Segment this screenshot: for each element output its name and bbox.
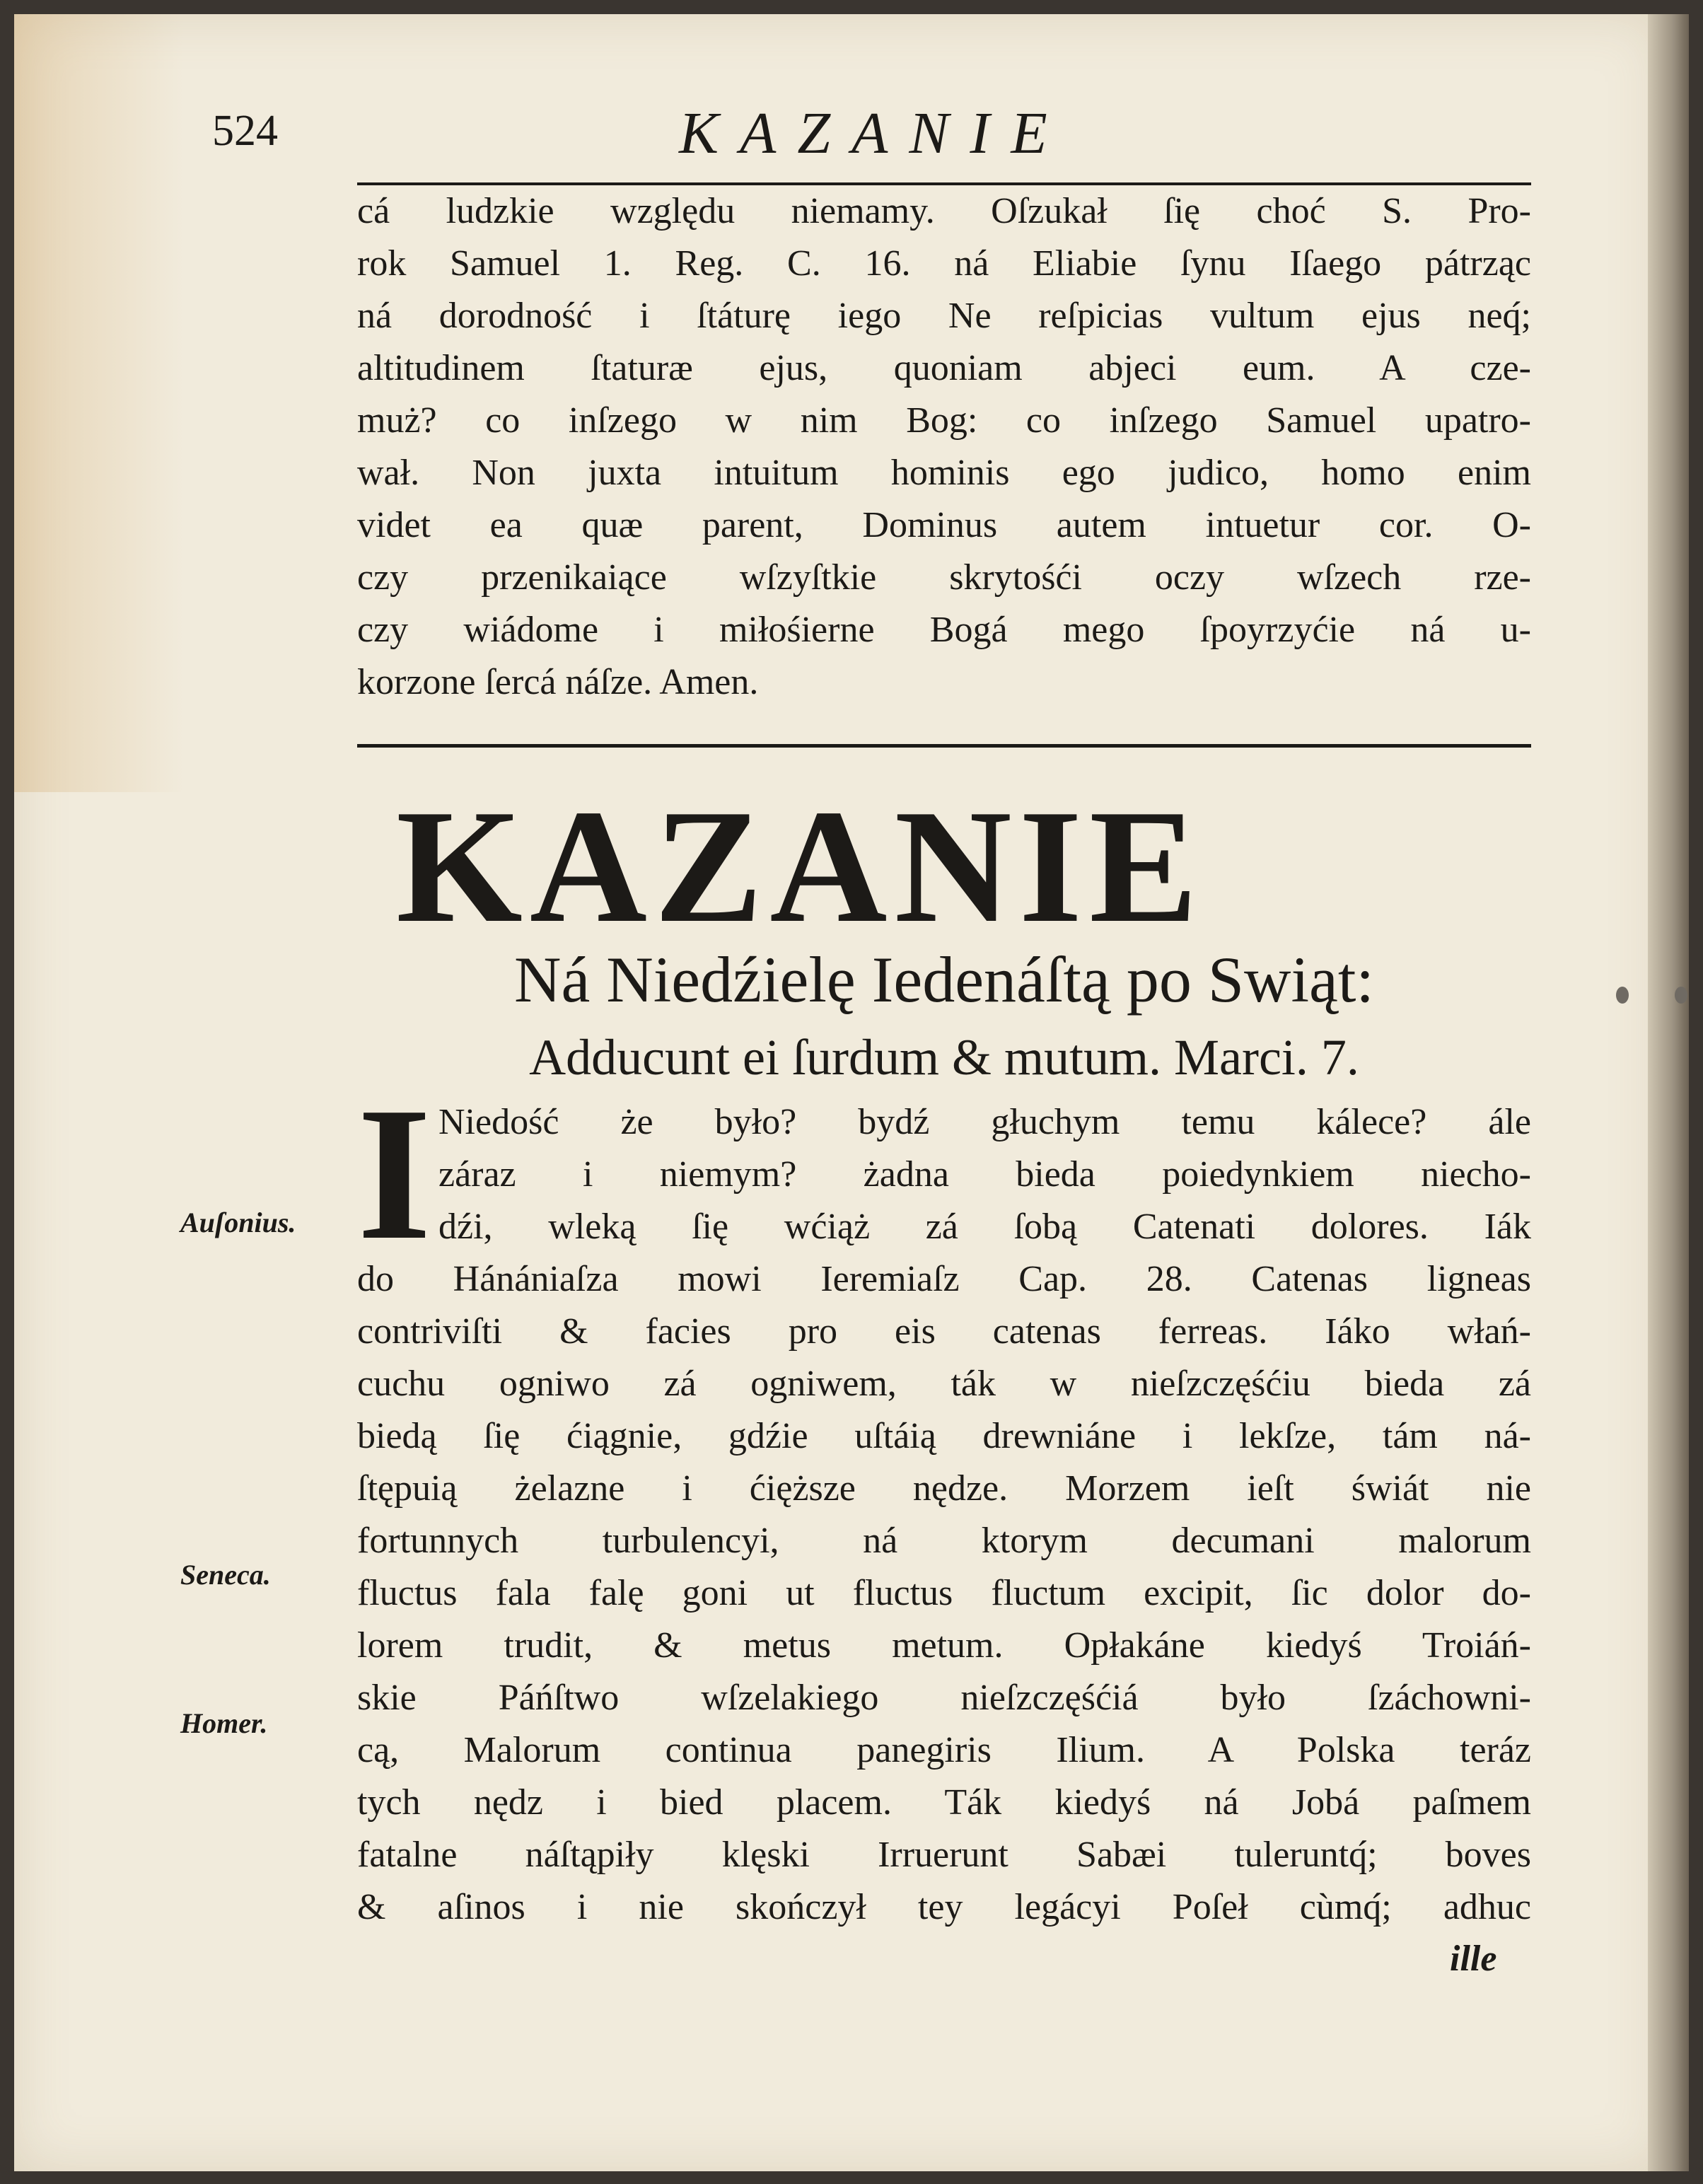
text-line: dźi, wleką ſię wćiąż zá ſobą Catenati dolores. Iák <box>438 1207 1531 1247</box>
text-line: altitudinem ſtaturæ ejus, quoniam abjeci eum. A cze- <box>357 348 1531 388</box>
catchword: ille <box>1450 1939 1497 1979</box>
section-rule <box>357 744 1531 748</box>
text-line: skie Páńſtwo wſzelakiego nieſzczęśćiá było ſzáchowni- <box>357 1678 1531 1718</box>
text-line: tych nędz i bied placem. Ták kiedyś ná Jobá paſmem <box>357 1782 1531 1823</box>
text-line: rok Samuel 1. Reg. C. 16. ná Eliabie ſynu Iſaego pátrząc <box>357 243 1531 284</box>
margin-note-homer: Homer. <box>180 1707 268 1739</box>
page-gutter-edge <box>1648 14 1689 2171</box>
text-line: Niedość że było? bydź głuchym temu kálece? ále <box>438 1102 1531 1142</box>
scripture-verse: Adducunt ei ſurdum & mutum. Marci. 7. <box>529 1029 1359 1086</box>
text-line: videt ea quæ parent, Dominus autem intuetur cor. O- <box>357 505 1531 545</box>
margin-note-seneca: Seneca. <box>180 1559 271 1591</box>
text-line: czy wiádome i miłośierne Bogá mego ſpoyrzyćie ná u- <box>357 610 1531 650</box>
top-paragraph <box>357 185 1531 709</box>
text-line: contriviſti & facies pro eis catenas ferreas. Iáko włań- <box>357 1311 1531 1352</box>
text-line: korzone ſercá náſze. Amen. <box>357 662 759 702</box>
text-line: ná dorodność i ſtáturę iego Ne reſpicias vultum ejus neq́; <box>357 296 1531 336</box>
margin-note-ausonius: Auſonius. <box>180 1207 296 1238</box>
text-line: & aſinos i nie skończył tey legácyi Poſeł cùmq́; adhuc <box>357 1887 1531 1927</box>
sermon-subtitle: Ná Niedźielę Iedenáſtą po Swiąt: <box>514 943 1374 1016</box>
text-line: cá ludzkie względu niemamy. Oſzukał ſię choć S. Pro- <box>357 191 1531 231</box>
page-number: 524 <box>212 107 278 155</box>
text-line: lorem trudit, & metus metum. Opłakáne kiedyś Troiáń- <box>357 1625 1531 1666</box>
sermon-opening-lines <box>438 1096 1531 1253</box>
text-line: fluctus fala falę goni ut fluctus fluctum excipit, ſic dolor do- <box>357 1573 1531 1613</box>
text-line: czy przenikaiące wſzyſtkie skrytośći oczy wſzech rze- <box>357 557 1531 598</box>
text-line: biedą ſię ćiągnie, gdźie uſtáią drewniáne i lekſze, tám ná- <box>357 1416 1531 1456</box>
running-title: KAZANIE <box>679 100 1069 166</box>
page-stain <box>14 14 184 792</box>
ink-spot <box>1616 987 1629 1004</box>
text-line: wał. Non juxta intuitum hominis ego judico, homo enim <box>357 453 1531 493</box>
text-line: fatalne náſtąpiły klęski Irruerunt Sabæi tuleruntq́; boves <box>357 1835 1531 1875</box>
text-line: cuchu ogniwo zá ogniwem, ták w nieſzczęśćiu bieda zá <box>357 1364 1531 1404</box>
text-line: cą, Malorum continua panegiris Ilium. A Polska teráz <box>357 1730 1531 1770</box>
text-line: muż? co inſzego w nim Bog: co inſzego Samuel upatro- <box>357 400 1531 441</box>
sermon-body <box>357 1253 1531 1934</box>
text-line: ſtępuią żelazne i ćięższe nędze. Morzem ieſt świát nie <box>357 1468 1531 1509</box>
text-line: záraz i niemym? żadna bieda poiedynkiem niecho- <box>438 1154 1531 1195</box>
drop-cap: I <box>357 1068 432 1279</box>
sermon-title: KAZANIE <box>396 776 1205 956</box>
text-line: do Hánániaſza mowi Ieremiaſz Cap. 28. Catenas ligneas <box>357 1259 1531 1299</box>
ink-spot <box>1675 987 1687 1004</box>
text-line: fortunnych turbulencyi, ná ktorym decumani malorum <box>357 1521 1531 1561</box>
